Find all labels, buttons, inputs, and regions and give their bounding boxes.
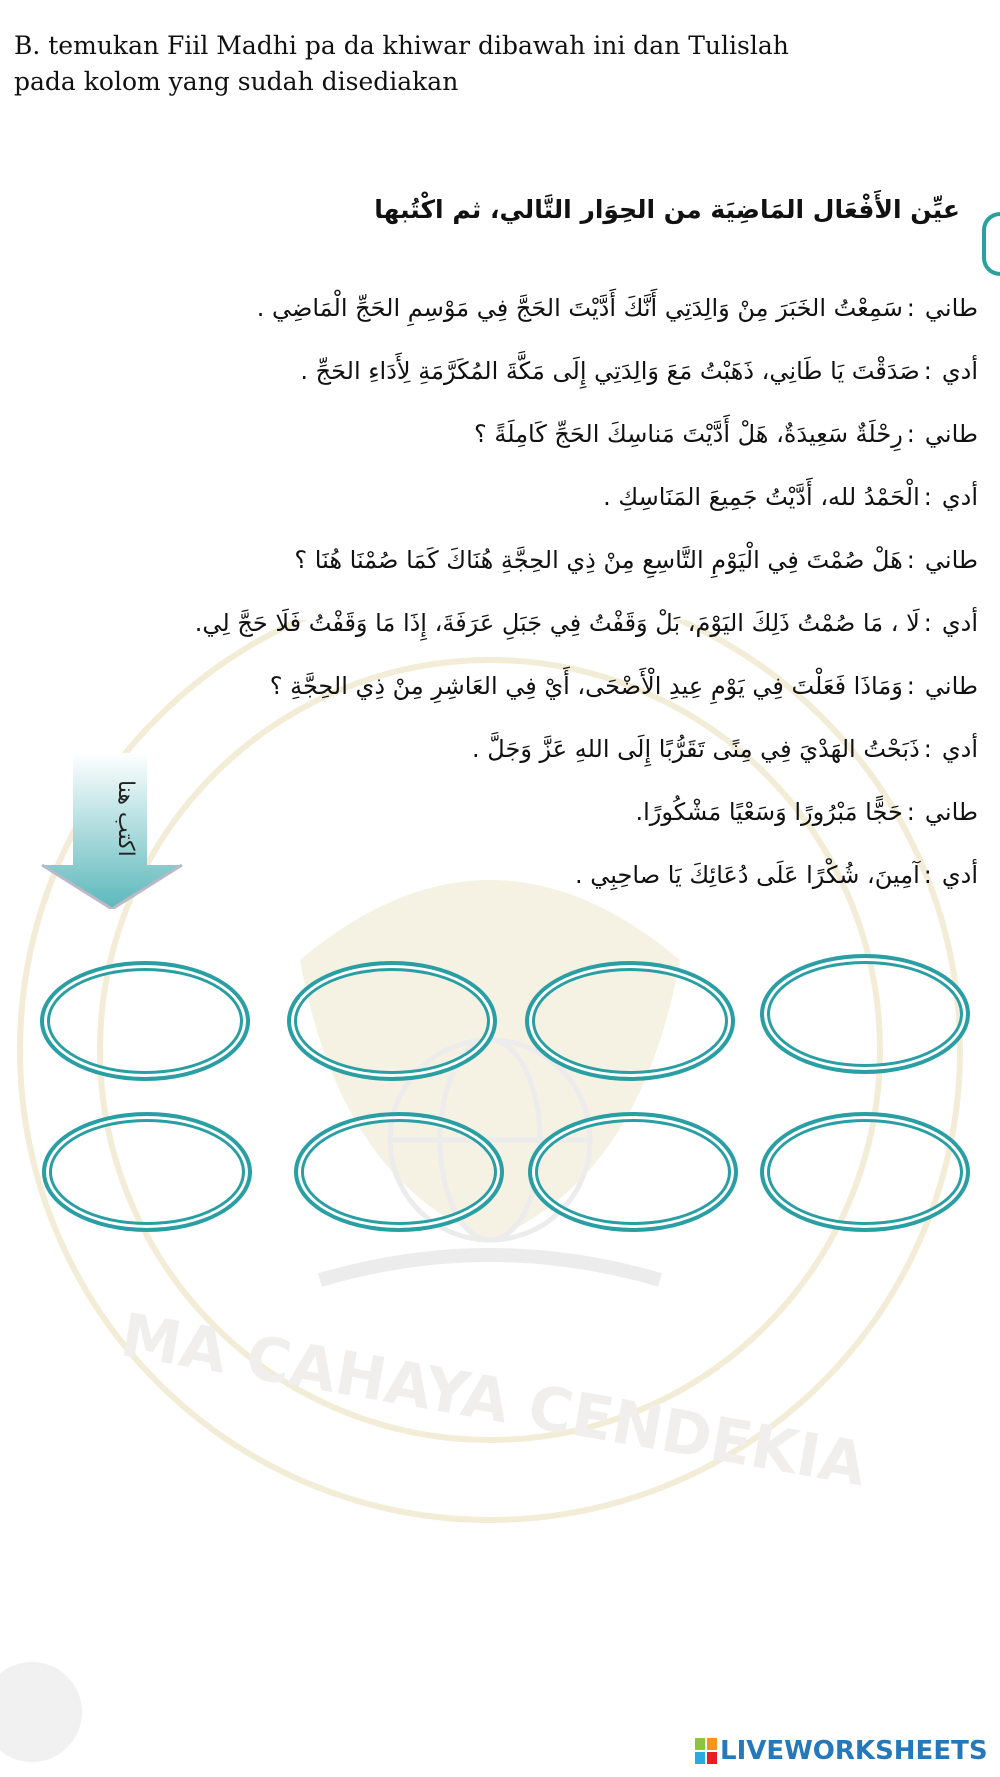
exercise-title: عيِّن الأَفْعَال المَاضِيَة من الحِوَار التَّالي، ثم اكْتُبها xyxy=(374,195,960,224)
answer-field-4[interactable] xyxy=(760,954,970,1074)
answer-field-7[interactable] xyxy=(528,1112,738,1232)
dialogue-lines xyxy=(120,282,978,912)
brand-name: LIVEWORKSHEETS xyxy=(720,1736,988,1766)
speaker-name: طاني xyxy=(924,798,978,826)
dialogue-line: أدي:آمِينَ، شُكْرًا عَلَى دُعَائِكَ يَا صاحِبِي . xyxy=(120,849,978,912)
speaker-name: أدي xyxy=(941,483,978,511)
speaker-name: أدي xyxy=(941,861,978,889)
speaker-name: أدي xyxy=(941,357,978,385)
speaker-name: طاني xyxy=(924,672,978,700)
dialogue-line: أدي:ذَبَحْتُ الهَدْيَ فِي مِنًى تَقَرُّبًا إِلَى اللهِ عَزَّ وَجَلَّ . xyxy=(120,723,978,786)
watermark-text: MA CAHAYA CENDEKIA xyxy=(115,1300,872,1501)
dialogue-line: طاني:هَلْ صُمْتَ فِي الْيَوْمِ التَّاسِعِ مِنْ ذِي الحِجَّةِ هُنَاكَ كَمَا صُمْنَا هُنَا ؟ xyxy=(120,534,978,597)
speaker-name: أدي xyxy=(941,735,978,763)
dialogue-line: أدي:الْحَمْدُ لله، أَدَّيْتُ جَمِيعَ المَنَاسِكِ . xyxy=(120,471,978,534)
answer-field-3[interactable] xyxy=(525,961,735,1081)
line-text: وَمَاذَا فَعَلْتَ فِي يَوْمِ عِيدِ الْأَضْحَى، أَيْ فِي العَاشِرِ مِنْ ذِي الحِجَّةِ ؟ xyxy=(269,672,903,700)
instruction-text xyxy=(14,28,914,100)
speaker-name: أدي xyxy=(941,609,978,637)
dialogue-line: طاني:حَجًّا مَبْرُورًا وَسَعْيًا مَشْكُورًا. xyxy=(120,786,978,849)
line-text: لَا ، مَا صُمْتُ ذَلِكَ اليَوْمَ، بَلْ وَقَفْتُ فِي جَبَلِ عَرَفَةَ، إِذَا مَا وَقَفْتُ فَلَا حَجَّ لِي. xyxy=(194,609,920,637)
instruction-line-2: pada kolom yang sudah disediakan xyxy=(14,67,459,96)
liveworksheets-mark-icon xyxy=(695,1738,717,1764)
title-bracket xyxy=(982,212,1000,276)
arrow-label: اكتب هنا xyxy=(113,779,138,857)
answer-field-1[interactable] xyxy=(40,961,250,1081)
answer-field-6[interactable] xyxy=(294,1112,504,1232)
dialogue-line: طاني:رِحْلَةٌ سَعِيدَةٌ، هَلْ أَدَّيْتَ مَناسِكَ الحَجِّ كَامِلَةً ؟ xyxy=(120,408,978,471)
line-text: ذَبَحْتُ الهَدْيَ فِي مِنًى تَقَرُّبًا إِلَى اللهِ عَزَّ وَجَلَّ . xyxy=(472,735,920,763)
answer-field-2[interactable] xyxy=(287,961,497,1081)
dialogue-line: أدي:لَا ، مَا صُمْتُ ذَلِكَ اليَوْمَ، بَلْ وَقَفْتُ فِي جَبَلِ عَرَفَةَ، إِذَا مَا وَقَفْتُ فَلَا حَجَّ لِي. xyxy=(120,597,978,660)
line-text: الْحَمْدُ لله، أَدَّيْتُ جَمِيعَ المَنَاسِكِ . xyxy=(603,483,920,511)
dialogue-line: طاني:وَمَاذَا فَعَلْتَ فِي يَوْمِ عِيدِ الْأَضْحَى، أَيْ فِي العَاشِرِ مِنْ ذِي الحِجَّةِ ؟ xyxy=(120,660,978,723)
liveworksheets-logo[interactable] xyxy=(695,1734,988,1768)
dialogue-line: طاني:سَمِعْتُ الخَبَرَ مِنْ وَالِدَتِي أَنَّكَ أَدَّيْتَ الحَجَّ فِي مَوْسِمِ الحَجِّ الْمَاضِي . xyxy=(120,282,978,345)
answer-field-8[interactable] xyxy=(760,1112,970,1232)
line-text: سَمِعْتُ الخَبَرَ مِنْ وَالِدَتِي أَنَّكَ أَدَّيْتَ الحَجَّ فِي مَوْسِمِ الحَجِّ الْمَاضِي . xyxy=(256,294,903,322)
answer-field-5[interactable] xyxy=(42,1112,252,1232)
line-text: صَدَقْتَ يَا طَانِي، ذَهَبْتُ مَعَ وَالِدَتِي إِلَى مَكَّةَ المُكَرَّمَةِ لِأَدَاءِ الحَجِّ . xyxy=(300,357,920,385)
instruction-line-1: B. temukan Fiil Madhi pa da khiwar dibawah ini dan Tulislah xyxy=(14,31,789,60)
line-text: حَجًّا مَبْرُورًا وَسَعْيًا مَشْكُورًا. xyxy=(635,798,903,826)
speaker-name: طاني xyxy=(924,546,978,574)
speaker-name: طاني xyxy=(924,294,978,322)
line-text: هَلْ صُمْتَ فِي الْيَوْمِ التَّاسِعِ مِنْ ذِي الحِجَّةِ هُنَاكَ كَمَا صُمْنَا هُنَا ؟ xyxy=(294,546,903,574)
dialogue-line: أدي:صَدَقْتَ يَا طَانِي، ذَهَبْتُ مَعَ وَالِدَتِي إِلَى مَكَّةَ المُكَرَّمَةِ لِأَدَاءِ الحَجِّ . xyxy=(120,345,978,408)
speaker-name: طاني xyxy=(924,420,978,448)
line-text: رِحْلَةٌ سَعِيدَةٌ، هَلْ أَدَّيْتَ مَناسِكَ الحَجِّ كَامِلَةً ؟ xyxy=(474,420,903,448)
line-text: آمِينَ، شُكْرًا عَلَى دُعَائِكَ يَا صاحِبِي . xyxy=(575,861,920,889)
